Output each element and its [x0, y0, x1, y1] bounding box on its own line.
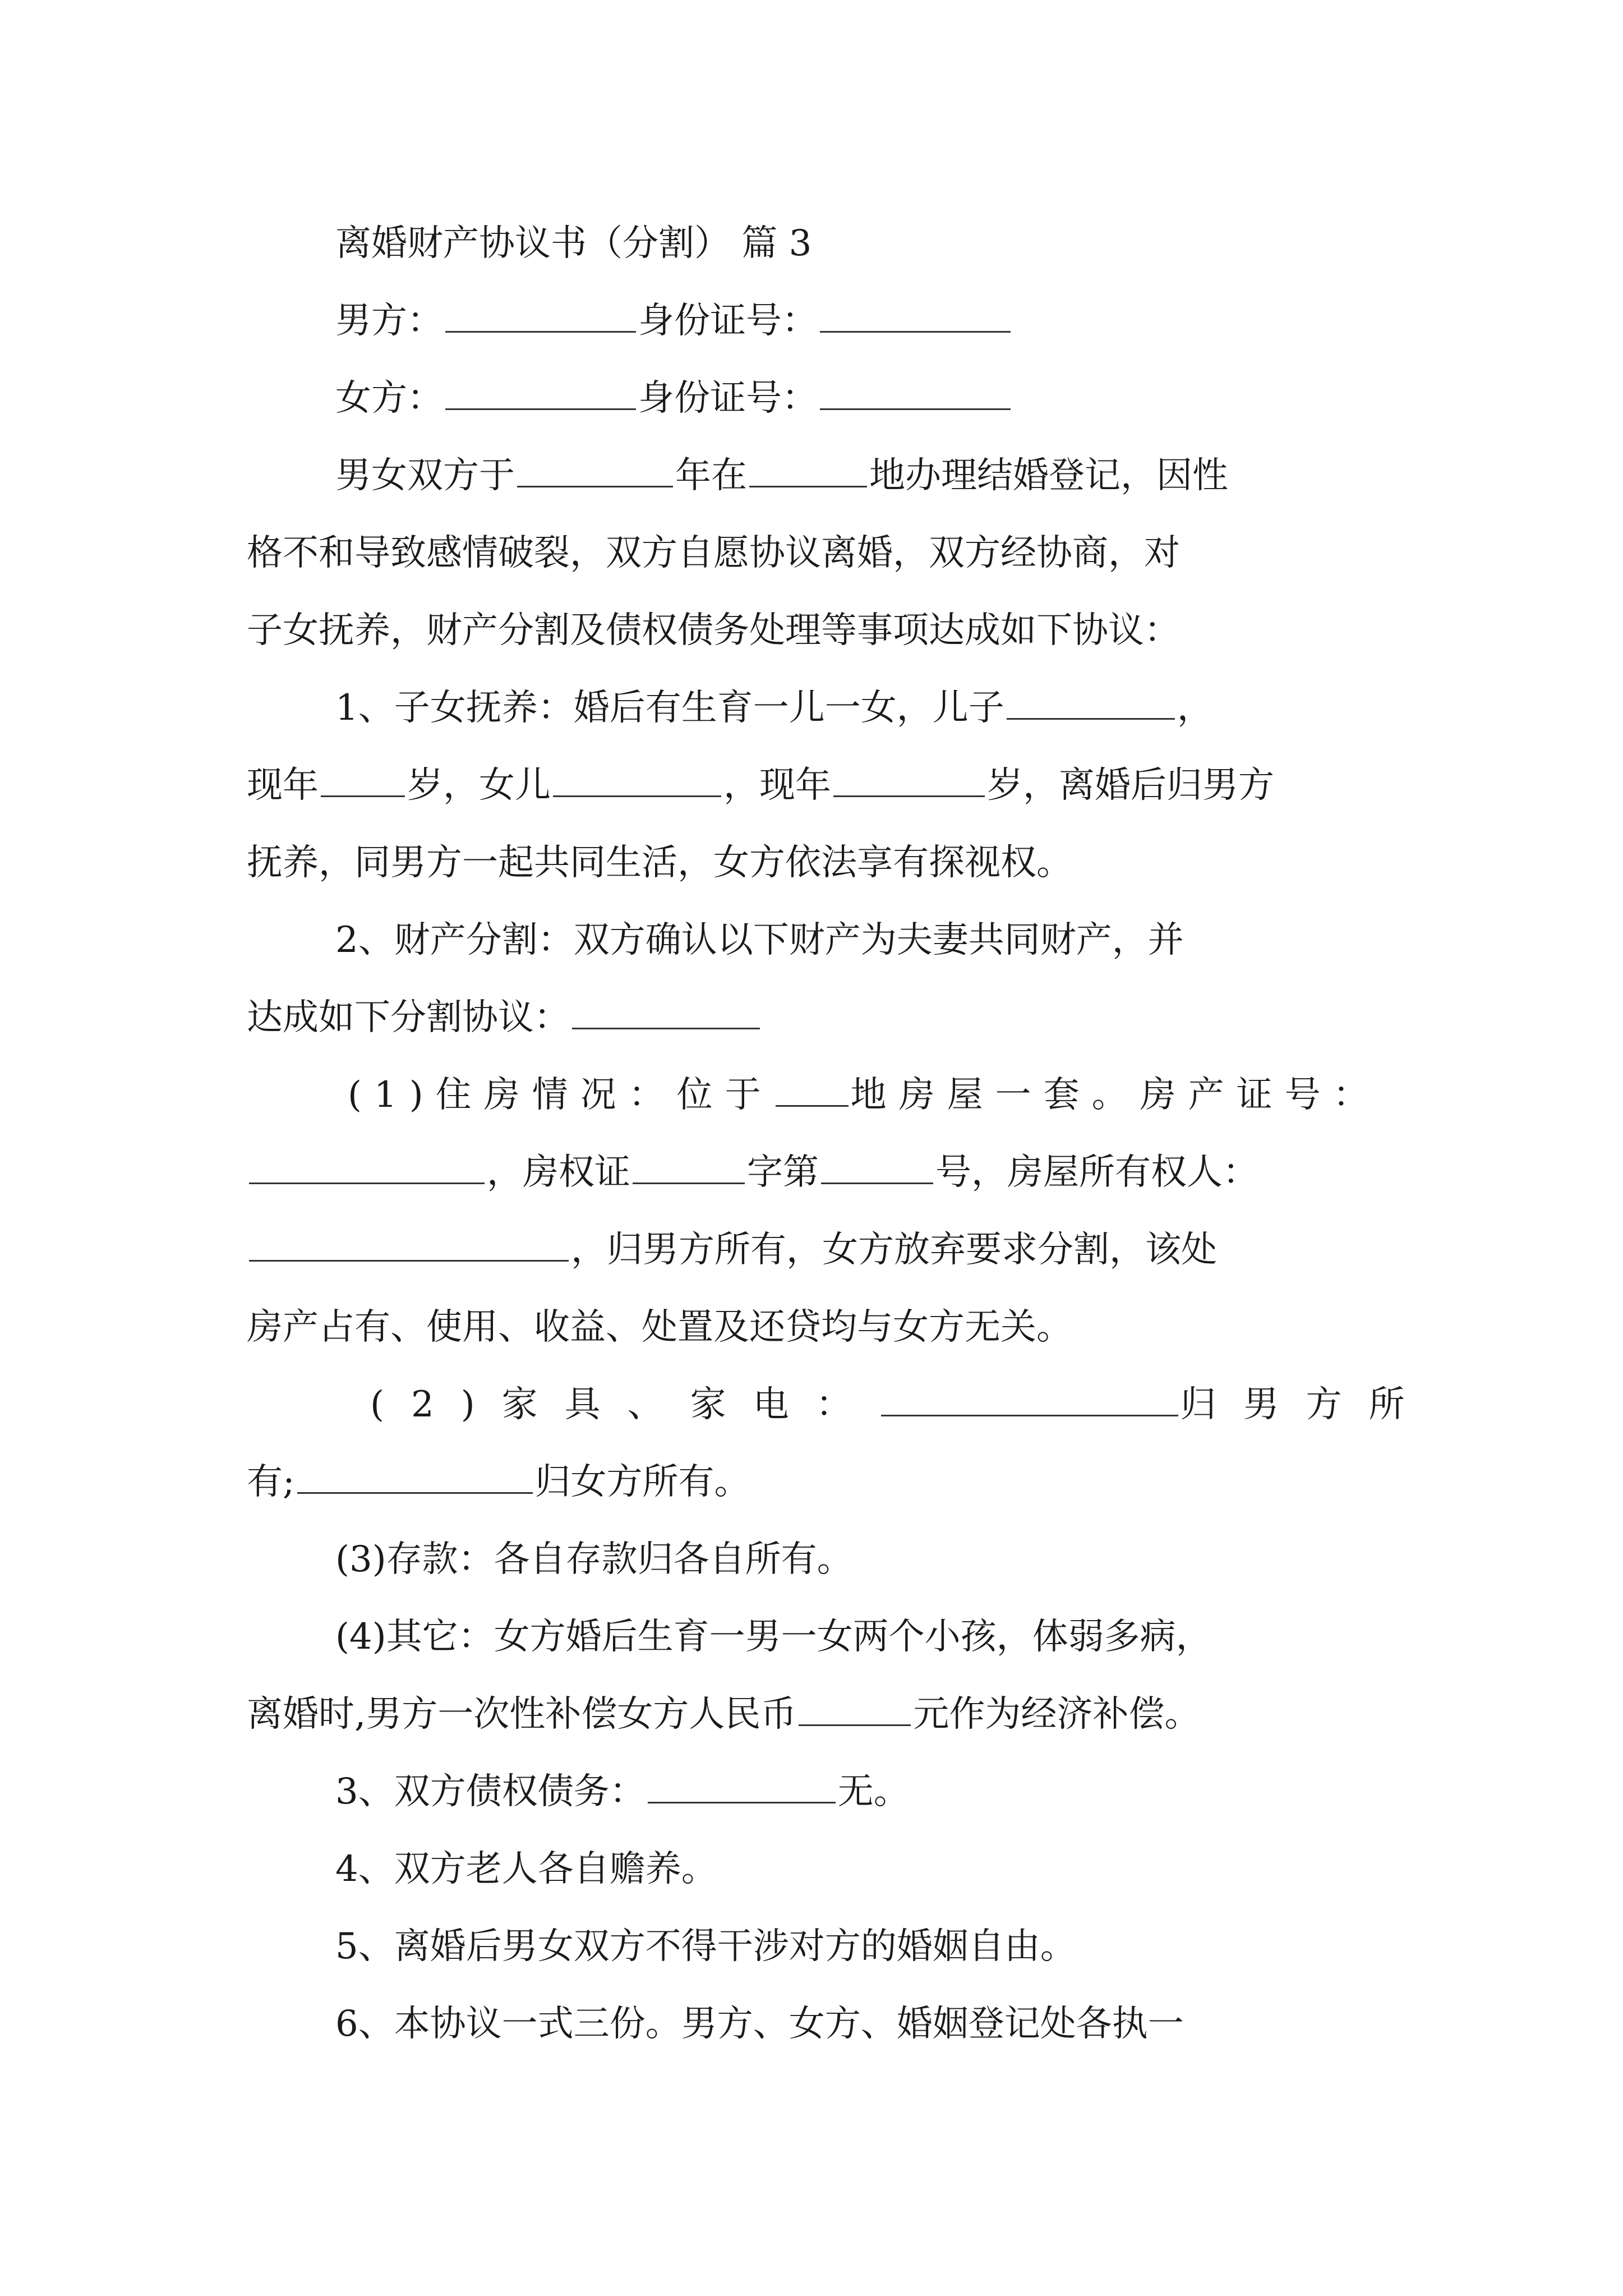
appliance-blank	[297, 1462, 533, 1494]
female-id-blank	[820, 378, 1011, 410]
male-line: 男方： 身份证号：	[247, 282, 1385, 360]
male-name-blank	[445, 301, 636, 333]
female-name-blank	[445, 378, 636, 410]
item3-line: 3、双方债权债务： 无。	[335, 1771, 910, 1812]
house-location-blank	[776, 1075, 849, 1107]
intro-line-2: 格不和导致感情破裂，双方自愿协议离婚，双方经协商，对	[247, 532, 1180, 574]
item5-line: 5、离婚后男女双方不得干涉对方的婚姻自由。	[335, 1926, 1076, 1967]
item2-1-line-2: ，房权证 字第 号，房屋所有权人：	[247, 1134, 1385, 1211]
compensation-amount-blank	[799, 1694, 911, 1726]
cert-number-blank	[821, 1152, 933, 1184]
item1-line-3: 抚养，同男方一起共同生活，女方依法享有探视权。	[247, 842, 1072, 884]
property-cert-number-blank	[249, 1152, 485, 1184]
division-blank	[572, 997, 760, 1029]
item2-1-line-3: ，归男方所有，女方放弃要求分割，该处	[247, 1211, 1385, 1289]
male-id-blank	[820, 301, 1011, 333]
item2-4-line-1: (4)其它：女方婚后生育一男一女两个小孩，体弱多病，	[335, 1616, 1212, 1658]
intro-line-1: 男女双方于 年在 地办理结婚登记，因性	[335, 455, 1228, 496]
daughter-age-blank	[833, 765, 985, 797]
cert-prefix-blank	[633, 1152, 745, 1184]
furniture-blank	[881, 1384, 1178, 1416]
daughter-name-blank	[553, 765, 721, 797]
item2-line-1: 2、财产分割：双方确认以下财产为夫妻共同财产，并	[335, 919, 1184, 961]
marriage-place-blank	[749, 455, 867, 487]
document-title: 离婚财产协议书（分割） 篇 3	[335, 223, 812, 264]
item2-2-line-1: (2)家具、家电： 归男方所	[370, 1384, 1432, 1425]
item2-3-line: (3)存款：各自存款归各自所有。	[335, 1539, 853, 1580]
item4-line: 4、双方老人各自赡养。	[335, 1848, 717, 1890]
item1-line-2: 现年 岁，女儿 ，现年 岁，离婚后归男方	[247, 765, 1274, 806]
item2-1-line-4: 房产占有、使用、收益、处置及还贷均与女方无关。	[247, 1306, 1072, 1348]
document-body	[247, 205, 1432, 2063]
marriage-year-blank	[517, 455, 673, 487]
debts-blank	[648, 1772, 836, 1803]
item2-2-line-2: 有; 归女方所有。	[247, 1461, 750, 1503]
item2-1-line-1: (1)住房情况：位于 地房屋一套。房产证号：	[348, 1074, 1381, 1116]
intro-line-3: 子女抚养，财产分割及债权债务处理等事项达成如下协议：	[247, 610, 1180, 651]
house-owner-blank	[249, 1230, 569, 1262]
item2-4-line-2: 离婚时,男方一次性补偿女方人民币 元作为经济补偿。	[247, 1694, 1201, 1735]
female-line: 女方： 身份证号：	[247, 360, 1385, 437]
son-name-blank	[1007, 688, 1175, 720]
item6-line: 6、本协议一式三份。男方、女方、婚姻登记处各执一	[335, 2003, 1184, 2045]
item2-line-2: 达成如下分割协议：	[247, 979, 1385, 1056]
item1-line-1: 1、子女抚养：婚后有生育一儿一女，儿子 ，	[335, 687, 1213, 729]
son-age-blank	[321, 765, 405, 797]
